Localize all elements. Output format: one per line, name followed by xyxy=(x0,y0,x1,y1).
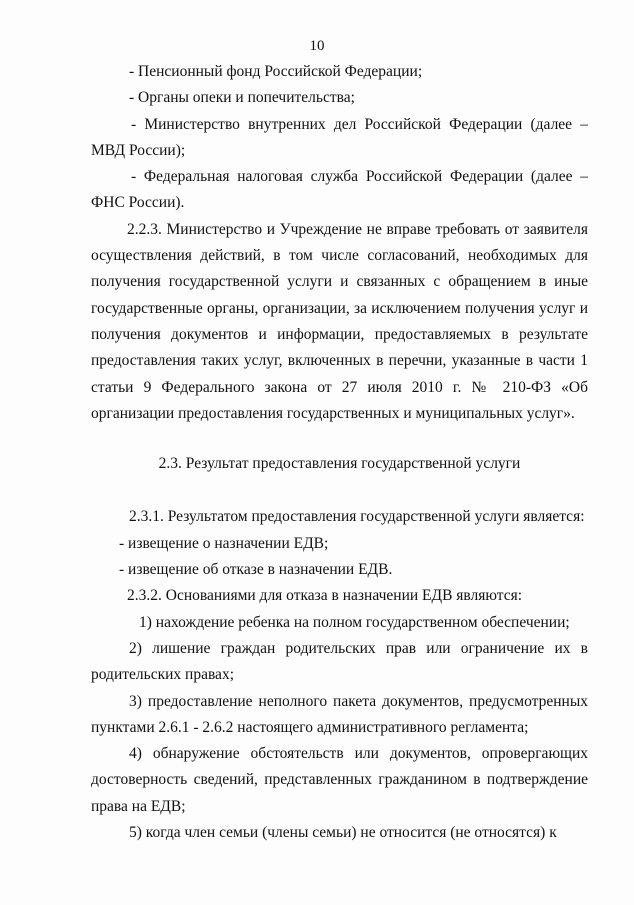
paragraph-2-3-2: 2.3.2. Основаниями для отказа в назначении ЕДВ являются: xyxy=(127,587,523,605)
paragraph-2-2-3: 2.2.3. Министерство и Учреждение не вправе требовать от заявителя осуществления действий, в том числе согласований, необходимых для получения государственной услуги и связанных с обращением в иные государственные органы, организации, за исключением получения услуг и получения документов и информации, предоставляемых в результате предоставления таких услуг, включенных в перечни, указанные в части 1 статьи 9 Федерального закона от 27 июля 2010 г. № 210-ФЗ «Об организации предоставления государственных и муниципальных услуг». xyxy=(91,220,588,422)
list-item-reason-4: 4) обнаружение обстоятельств или документов, опровергающих достоверность сведений, представленных гражданином в подтверждение права на ЕДВ; xyxy=(91,745,588,815)
list-item-reason-1: 1) нахождение ребенка на полном государственном обеспечении; xyxy=(139,613,570,631)
list-item-reason-3: 3) предоставление неполного пакета документов, предусмотренных пунктами 2.6.1 - 2.6.2 настоящего административного регламента; xyxy=(91,692,588,736)
list-item-fns: - Федеральная налоговая служба Российской Федерации (далее –ФНС России). xyxy=(91,168,588,212)
paragraph-2-3-1: 2.3.1. Результатом предоставления государственной услуги является: xyxy=(129,508,585,526)
list-item-notice-grant: - извещение о назначении ЕДВ; xyxy=(119,534,329,552)
document-body xyxy=(91,59,588,846)
list-item-pension-fund: - Пенсионный фонд Российской Федерации; xyxy=(129,63,423,80)
list-item-notice-refusal: - извещение об отказе в назначении ЕДВ. xyxy=(119,561,393,579)
list-item-guardianship: - Органы опеки и попечительства; xyxy=(129,89,355,107)
page-number: 10 xyxy=(309,38,325,54)
list-item-reason-5: 5) когда член семьи (члены семьи) не относится (не относятся) к xyxy=(129,824,557,842)
section-heading-2-3: 2.3. Результат предоставления государственной услуги xyxy=(158,455,521,473)
list-item-reason-2: 2) лишение граждан родительских прав или ограничение их в родительских правах; xyxy=(91,639,588,684)
list-item-mvd: - Министерство внутренних дел Российской Федерации (далее – МВД России); xyxy=(91,115,588,159)
